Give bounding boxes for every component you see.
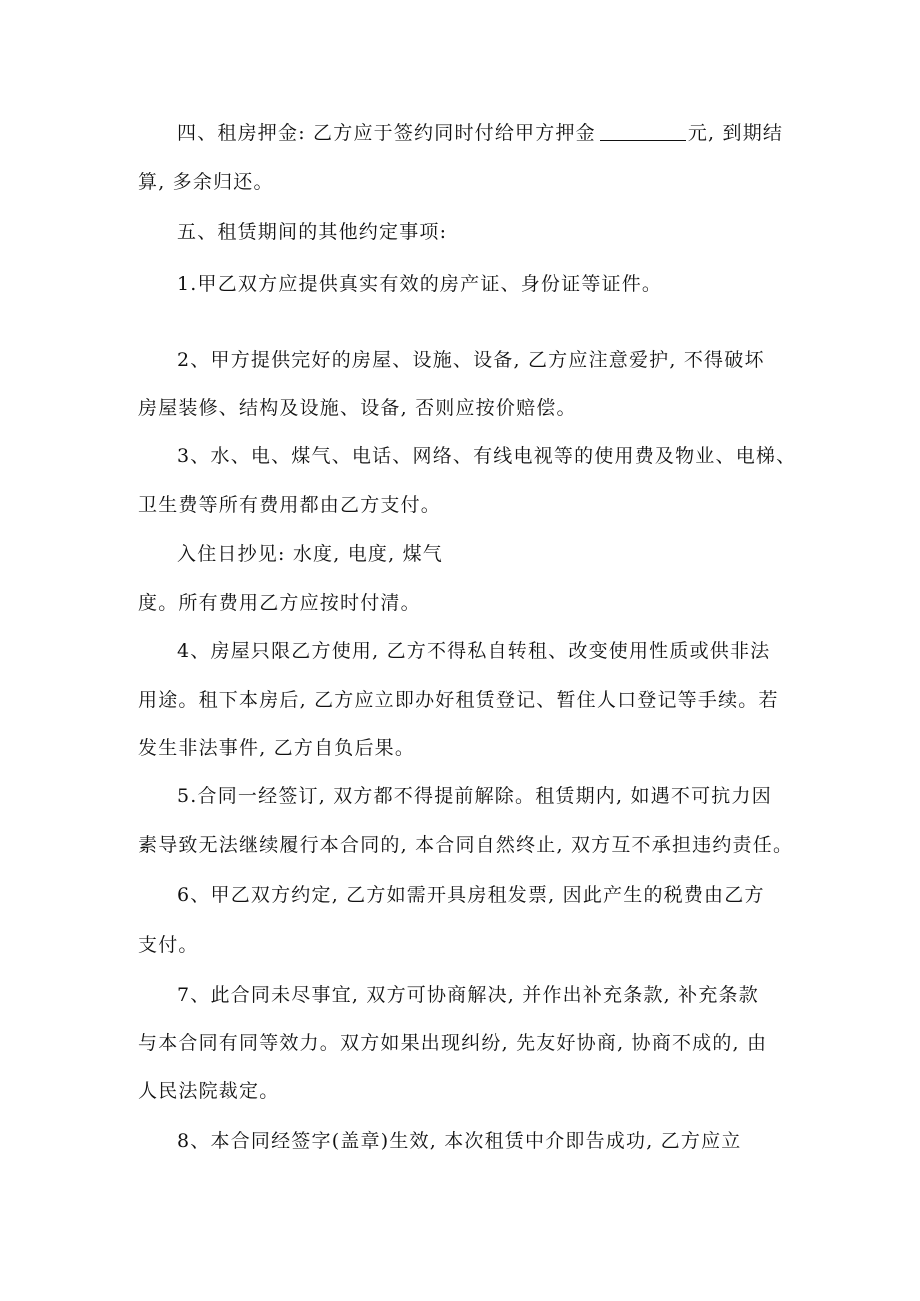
item6-line2: 支付。 xyxy=(138,934,199,956)
item3-line1: 3、水、电、煤气、电话、网络、有线电视等的使用费及物业、电梯、 xyxy=(177,445,797,467)
item5-line2: 素导致无法继续履行本合同的, 本合同自然终止, 双方互不承担违约责任。 xyxy=(138,834,794,856)
item6-line1: 6、甲乙双方约定, 乙方如需开具房租发票, 因此产生的税费由乙方 xyxy=(177,884,765,906)
item8-line1: 8、本合同经签字(盖章)生效, 本次租赁中介即告成功, 乙方应立 xyxy=(177,1130,742,1152)
item2-line2: 房屋装修、结构及设施、设备, 否则应按价赔偿。 xyxy=(138,397,577,419)
item4-line2: 用途。租下本房后, 乙方应立即办好租赁登记、暂住人口登记等手续。若 xyxy=(138,689,779,711)
clause4-text-before-blank: 四、租房押金: 乙方应于签约同时付给甲方押金 xyxy=(177,122,596,144)
item4-line3: 发生非法事件, 乙方自负后果。 xyxy=(138,737,416,759)
meter-reading-line1: 入住日抄见: 水度, 电度, 煤气 xyxy=(177,543,443,565)
item7-line1: 7、此合同未尽事宜, 双方可协商解决, 并作出补充条款, 补充条款 xyxy=(177,984,759,1006)
item7-line2: 与本合同有同等效力。双方如果出现纠纷, 先友好协商, 协商不成的, 由 xyxy=(138,1032,768,1054)
clause4-line2: 算, 多余归还。 xyxy=(138,171,274,193)
item3-line2: 卫生费等所有费用都由乙方支付。 xyxy=(138,494,442,516)
meter-reading-line2: 度。所有费用乙方应按时付清。 xyxy=(138,592,421,614)
clause4-text-after-blank: 元, 到期结 xyxy=(687,122,784,144)
item5-line1: 5.合同一经签订, 双方都不得提前解除。租赁期内, 如遇不可抗力因 xyxy=(177,785,772,807)
deposit-amount-blank xyxy=(600,122,686,141)
item2-line1: 2、甲方提供完好的房屋、设施、设备, 乙方应注意爱护, 不得破坏 xyxy=(177,349,765,371)
item1-line1: 1.甲乙双方应提供真实有效的房产证、身份证等证件。 xyxy=(177,273,663,295)
clause5-heading: 五、租赁期间的其他约定事项: xyxy=(177,221,448,243)
item4-line1: 4、房屋只限乙方使用, 乙方不得私自转租、改变使用性质或供非法 xyxy=(177,640,771,662)
clause4-line1 xyxy=(177,120,783,146)
item7-line3: 人民法院裁定。 xyxy=(138,1080,280,1102)
